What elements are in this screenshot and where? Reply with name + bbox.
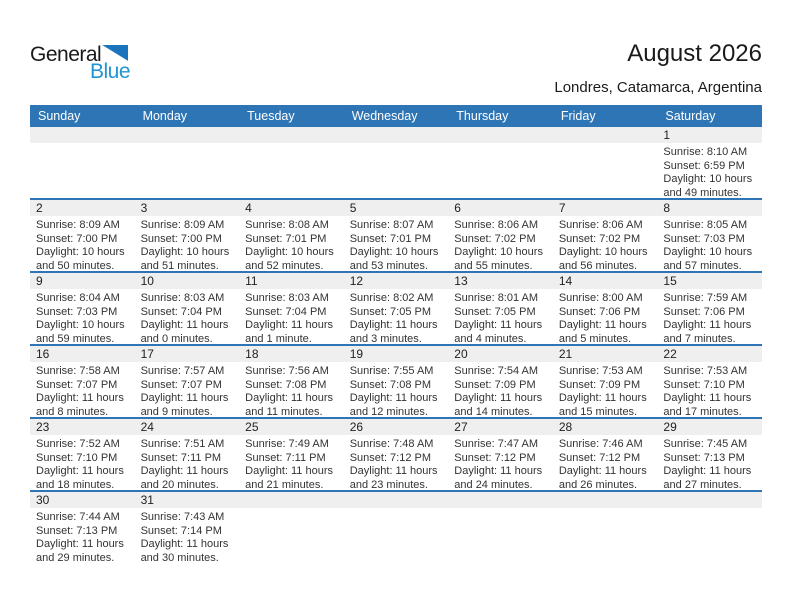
weekday-saturday: Saturday (665, 109, 716, 123)
day-details (30, 435, 135, 490)
day-details (657, 362, 762, 417)
day-cell (448, 200, 553, 271)
day-number: 1 (657, 127, 762, 143)
sunrise-text: Sunrise: 8:02 AM (349, 292, 434, 304)
day-number (448, 127, 553, 143)
day-number: 26 (344, 419, 449, 435)
daylight-text: Daylight: 11 hours and 24 minutes. (454, 465, 543, 490)
daylight-text: Daylight: 11 hours and 18 minutes. (36, 465, 124, 490)
daylight-text: Daylight: 10 hours and 52 minutes. (245, 246, 334, 271)
day-number: 18 (239, 346, 344, 362)
sunrise-text: Sunrise: 8:04 AM (36, 292, 120, 304)
calendar-week-row (30, 200, 762, 273)
day-number: 6 (448, 200, 553, 216)
day-details (657, 216, 762, 271)
day-cell (30, 492, 135, 563)
day-details (344, 289, 449, 344)
sunset-text: Sunset: 7:13 PM (663, 451, 745, 464)
day-details (135, 216, 240, 271)
day-details (344, 362, 449, 417)
day-cell (135, 200, 240, 271)
day-cell (657, 200, 762, 271)
day-number: 30 (30, 492, 135, 508)
day-number: 5 (344, 200, 449, 216)
daylight-text: Daylight: 11 hours and 17 minutes. (663, 392, 752, 417)
day-cell (344, 346, 449, 417)
empty-day-cell (344, 492, 449, 563)
day-number: 11 (239, 273, 344, 289)
sunset-text: Sunset: 7:11 PM (140, 451, 222, 464)
day-cell (135, 419, 240, 490)
day-cell (135, 273, 240, 344)
day-number: 3 (135, 200, 240, 216)
daylight-text: Daylight: 10 hours and 57 minutes. (663, 246, 753, 271)
sunrise-text: Sunrise: 8:00 AM (558, 292, 643, 304)
daylight-text: Daylight: 11 hours and 26 minutes. (558, 465, 647, 490)
calendar-week-row (30, 492, 762, 563)
sunrise-text: Sunrise: 8:03 AM (245, 292, 329, 304)
day-details (135, 508, 240, 563)
day-details (448, 216, 553, 271)
weekday-tuesday: Tuesday (247, 109, 295, 123)
day-number: 22 (657, 346, 762, 362)
empty-day-cell (553, 492, 658, 563)
sunrise-text: Sunrise: 7:57 AM (140, 365, 225, 377)
day-number (344, 127, 449, 143)
day-number: 4 (239, 200, 344, 216)
sunset-text: Sunset: 7:02 PM (558, 232, 641, 245)
day-number: 17 (135, 346, 240, 362)
sunset-text: Sunset: 7:06 PM (663, 305, 745, 318)
daylight-text: Daylight: 10 hours and 51 minutes. (140, 246, 230, 271)
sunset-text: Sunset: 7:01 PM (349, 232, 432, 245)
calendar-week-row (30, 419, 762, 492)
day-number: 24 (135, 419, 240, 435)
day-number: 31 (135, 492, 240, 508)
day-details (135, 362, 240, 417)
day-number: 20 (448, 346, 553, 362)
day-cell (553, 273, 658, 344)
day-number (657, 492, 762, 508)
sunset-text: Sunset: 7:09 PM (454, 378, 536, 391)
day-cell (657, 127, 762, 198)
day-cell (553, 419, 658, 490)
daylight-text: Daylight: 11 hours and 3 minutes. (349, 319, 438, 344)
sunrise-text: Sunrise: 8:03 AM (140, 292, 225, 304)
day-details (239, 362, 344, 417)
day-cell (30, 419, 135, 490)
day-cell (448, 419, 553, 490)
sunset-text: Sunset: 7:00 PM (140, 232, 222, 245)
daylight-text: Daylight: 11 hours and 27 minutes. (663, 465, 752, 490)
day-number: 10 (135, 273, 240, 289)
weekday-header-row (30, 105, 762, 127)
daylight-text: Daylight: 11 hours and 9 minutes. (140, 392, 229, 417)
sunrise-text: Sunrise: 8:09 AM (140, 219, 225, 231)
sunset-text: Sunset: 7:08 PM (349, 378, 432, 391)
sunset-text: Sunset: 7:06 PM (558, 305, 641, 318)
sunrise-text: Sunrise: 7:53 AM (663, 365, 748, 377)
sunrise-text: Sunrise: 8:09 AM (36, 219, 120, 231)
day-number (448, 492, 553, 508)
daylight-text: Daylight: 11 hours and 23 minutes. (349, 465, 438, 490)
day-details (553, 362, 658, 417)
daylight-text: Daylight: 11 hours and 29 minutes. (36, 538, 124, 563)
day-number: 27 (448, 419, 553, 435)
day-number: 2 (30, 200, 135, 216)
calendar (30, 105, 762, 563)
daylight-text: Daylight: 11 hours and 20 minutes. (140, 465, 229, 490)
sunset-text: Sunset: 7:00 PM (36, 232, 118, 245)
sunrise-text: Sunrise: 7:51 AM (140, 438, 225, 450)
day-cell (657, 346, 762, 417)
day-number: 9 (30, 273, 135, 289)
day-number: 19 (344, 346, 449, 362)
day-number: 23 (30, 419, 135, 435)
sunset-text: Sunset: 7:13 PM (36, 524, 118, 537)
day-details (30, 216, 135, 271)
day-number: 16 (30, 346, 135, 362)
calendar-week-row (30, 273, 762, 346)
sunset-text: Sunset: 7:05 PM (349, 305, 432, 318)
daylight-text: Daylight: 11 hours and 0 minutes. (140, 319, 229, 344)
day-cell (657, 273, 762, 344)
day-number: 13 (448, 273, 553, 289)
calendar-weeks (30, 127, 762, 563)
daylight-text: Daylight: 10 hours and 59 minutes. (36, 319, 125, 344)
daylight-text: Daylight: 11 hours and 4 minutes. (454, 319, 543, 344)
daylight-text: Daylight: 11 hours and 15 minutes. (558, 392, 647, 417)
general-blue-logo (30, 44, 140, 81)
sunset-text: Sunset: 7:01 PM (245, 232, 327, 245)
daylight-text: Daylight: 11 hours and 12 minutes. (349, 392, 438, 417)
day-number (553, 492, 658, 508)
page-title: August 2026 (627, 40, 762, 67)
day-number (239, 127, 344, 143)
empty-day-cell (344, 127, 449, 198)
daylight-text: Daylight: 11 hours and 30 minutes. (140, 538, 229, 563)
daylight-text: Daylight: 11 hours and 7 minutes. (663, 319, 752, 344)
sunrise-text: Sunrise: 8:01 AM (454, 292, 539, 304)
day-cell (553, 346, 658, 417)
sunset-text: Sunset: 7:12 PM (558, 451, 641, 464)
sunrise-text: Sunrise: 7:49 AM (245, 438, 329, 450)
sunset-text: Sunset: 7:07 PM (36, 378, 118, 391)
sunrise-text: Sunrise: 7:43 AM (140, 511, 225, 523)
sunset-text: Sunset: 7:11 PM (245, 451, 326, 464)
sunrise-text: Sunrise: 7:47 AM (454, 438, 539, 450)
logo-text-blue: Blue (90, 60, 131, 83)
day-details (135, 289, 240, 344)
day-number: 21 (553, 346, 658, 362)
daylight-text: Daylight: 10 hours and 49 minutes. (663, 173, 753, 198)
day-cell (344, 273, 449, 344)
day-details (239, 289, 344, 344)
day-details (657, 435, 762, 490)
day-details (30, 508, 135, 563)
sunrise-text: Sunrise: 7:52 AM (36, 438, 120, 450)
day-cell (30, 273, 135, 344)
empty-day-cell (135, 127, 240, 198)
sunrise-text: Sunrise: 7:44 AM (36, 511, 120, 523)
sunset-text: Sunset: 7:12 PM (454, 451, 536, 464)
day-cell (30, 346, 135, 417)
day-number (30, 127, 135, 143)
day-details (30, 289, 135, 344)
day-details (448, 289, 553, 344)
daylight-text: Daylight: 10 hours and 50 minutes. (36, 246, 125, 271)
sunset-text: Sunset: 7:04 PM (140, 305, 222, 318)
sunrise-text: Sunrise: 8:10 AM (663, 146, 748, 158)
day-number: 12 (344, 273, 449, 289)
day-number: 29 (657, 419, 762, 435)
daylight-text: Daylight: 11 hours and 11 minutes. (245, 392, 333, 417)
sunrise-text: Sunrise: 7:46 AM (558, 438, 643, 450)
day-cell (448, 273, 553, 344)
daylight-text: Daylight: 11 hours and 14 minutes. (454, 392, 543, 417)
sunset-text: Sunset: 7:10 PM (663, 378, 745, 391)
day-details (239, 435, 344, 490)
logo-text-general: General (30, 43, 102, 66)
sunrise-text: Sunrise: 8:05 AM (663, 219, 748, 231)
day-cell (239, 419, 344, 490)
day-cell (344, 419, 449, 490)
sunset-text: Sunset: 7:03 PM (36, 305, 118, 318)
day-cell (553, 200, 658, 271)
day-details (30, 362, 135, 417)
day-number: 25 (239, 419, 344, 435)
daylight-text: Daylight: 11 hours and 8 minutes. (36, 392, 124, 417)
sunset-text: Sunset: 7:02 PM (454, 232, 536, 245)
daylight-text: Daylight: 10 hours and 55 minutes. (454, 246, 543, 271)
sunset-text: Sunset: 7:08 PM (245, 378, 327, 391)
empty-day-cell (448, 127, 553, 198)
sunrise-text: Sunrise: 8:06 AM (454, 219, 539, 231)
day-cell (239, 200, 344, 271)
sunrise-text: Sunrise: 8:07 AM (349, 219, 434, 231)
day-details (553, 289, 658, 344)
sunset-text: Sunset: 7:04 PM (245, 305, 327, 318)
sunrise-text: Sunrise: 7:58 AM (36, 365, 120, 377)
day-details (448, 435, 553, 490)
calendar-week-row (30, 346, 762, 419)
day-number: 7 (553, 200, 658, 216)
calendar-week-row (30, 127, 762, 200)
day-number (553, 127, 658, 143)
daylight-text: Daylight: 10 hours and 53 minutes. (349, 246, 439, 271)
day-cell (135, 492, 240, 563)
logo-triangle-icon (102, 45, 128, 61)
day-details (239, 216, 344, 271)
sunrise-text: Sunrise: 7:48 AM (349, 438, 434, 450)
sunset-text: Sunset: 7:12 PM (349, 451, 432, 464)
day-cell (239, 346, 344, 417)
empty-day-cell (30, 127, 135, 198)
weekday-sunday: Sunday (38, 109, 81, 123)
sunset-text: Sunset: 7:05 PM (454, 305, 536, 318)
day-number: 8 (657, 200, 762, 216)
weekday-wednesday: Wednesday (351, 109, 418, 123)
sunset-text: Sunset: 7:10 PM (36, 451, 118, 464)
empty-day-cell (448, 492, 553, 563)
day-details (657, 143, 762, 198)
sunrise-text: Sunrise: 7:45 AM (663, 438, 748, 450)
sunset-text: Sunset: 7:03 PM (663, 232, 745, 245)
daylight-text: Daylight: 11 hours and 21 minutes. (245, 465, 333, 490)
sunrise-text: Sunrise: 7:56 AM (245, 365, 329, 377)
day-details (657, 289, 762, 344)
sunrise-text: Sunrise: 8:06 AM (558, 219, 643, 231)
empty-day-cell (657, 492, 762, 563)
daylight-text: Daylight: 11 hours and 5 minutes. (558, 319, 647, 344)
sunrise-text: Sunrise: 7:55 AM (349, 365, 434, 377)
daylight-text: Daylight: 10 hours and 56 minutes. (558, 246, 648, 271)
day-cell (657, 419, 762, 490)
day-details (553, 435, 658, 490)
daylight-text: Daylight: 11 hours and 1 minute. (245, 319, 333, 344)
day-details (344, 216, 449, 271)
title-block (554, 40, 762, 96)
empty-day-cell (239, 492, 344, 563)
sunset-text: Sunset: 7:14 PM (140, 524, 222, 537)
day-number: 28 (553, 419, 658, 435)
weekday-thursday: Thursday (456, 109, 509, 123)
sunrise-text: Sunrise: 7:53 AM (558, 365, 643, 377)
weekday-monday: Monday (142, 109, 188, 123)
day-details (135, 435, 240, 490)
sunset-text: Sunset: 6:59 PM (663, 159, 745, 172)
day-details (344, 435, 449, 490)
sunrise-text: Sunrise: 8:08 AM (245, 219, 329, 231)
sunset-text: Sunset: 7:09 PM (558, 378, 641, 391)
day-number (344, 492, 449, 508)
empty-day-cell (239, 127, 344, 198)
day-cell (239, 273, 344, 344)
day-cell (448, 346, 553, 417)
day-number: 15 (657, 273, 762, 289)
page-subtitle: Londres, Catamarca, Argentina (554, 79, 762, 96)
sunrise-text: Sunrise: 7:59 AM (663, 292, 748, 304)
day-cell (30, 200, 135, 271)
day-number: 14 (553, 273, 658, 289)
empty-day-cell (553, 127, 658, 198)
day-details (448, 362, 553, 417)
day-cell (344, 200, 449, 271)
sunset-text: Sunset: 7:07 PM (140, 378, 222, 391)
day-number (135, 127, 240, 143)
day-details (553, 216, 658, 271)
day-cell (135, 346, 240, 417)
day-number (239, 492, 344, 508)
sunrise-text: Sunrise: 7:54 AM (454, 365, 539, 377)
weekday-friday: Friday (560, 109, 596, 123)
